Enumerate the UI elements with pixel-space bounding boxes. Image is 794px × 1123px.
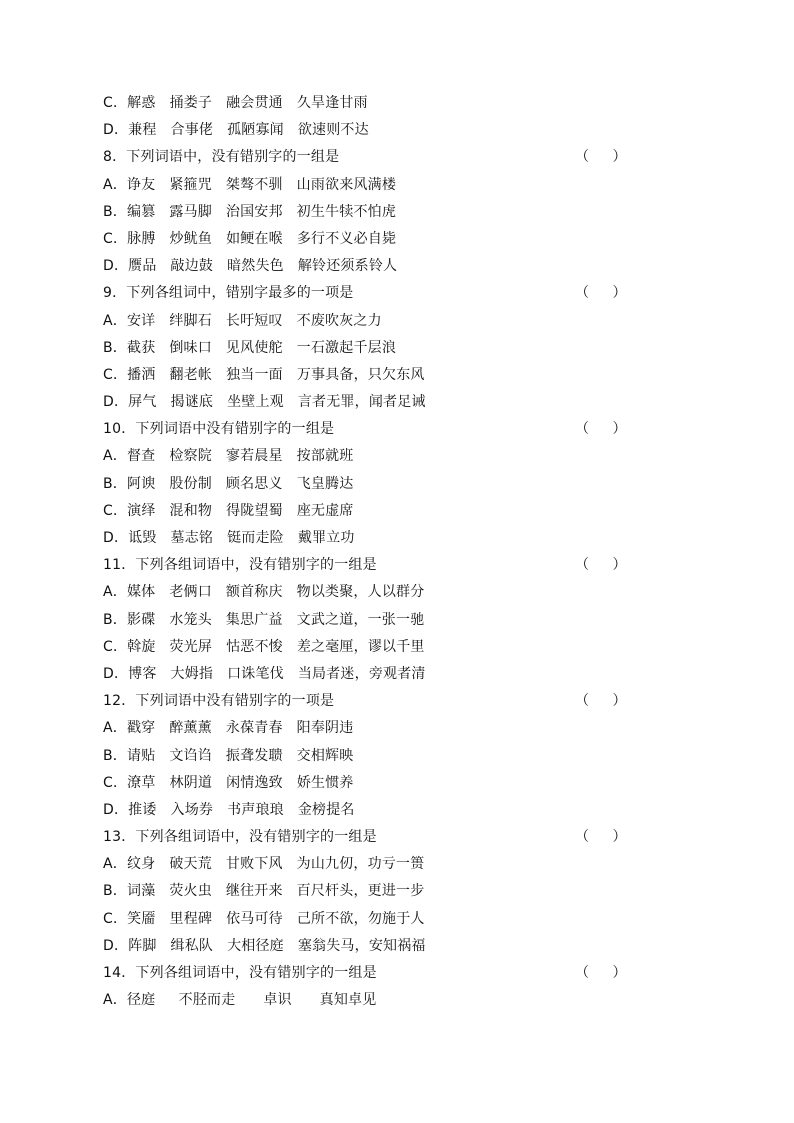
question-stem: 13．下列各组词语中，没有错别字的一组是 （ ） [103,824,623,851]
question-stem: 9．下列各组词中，错别字最多的一项是 （ ） [103,280,623,307]
option-line: B．截获 倒味口 见风使舵 一石激起千层浪 [103,339,397,356]
option-line: A．督查 检察院 寥若晨星 按部就班 [103,448,354,465]
answer-blank: （ ） [575,965,627,981]
option-line: D．阵脚 缉私队 大相径庭 塞翁失马，安知祸福 [103,937,426,954]
option-line: C．脉膊 炒鱿鱼 如鲠在喉 多行不义必自毙 [103,230,397,247]
option-line: C．解惑 捅娄子 融会贯通 久旱逢甘雨 [103,95,368,111]
question-stem: 8．下列词语中，没有错别字的一组是 （ ） [103,144,623,171]
option-line: D．兼程 合事佬 孤陋寡闻 欲速则不达 [103,122,369,139]
option-line: C．潦草 林阴道 闲情逸致 娇生惯养 [103,774,354,791]
answer-blank: （ ） [575,285,627,302]
answer-blank: （ ） [575,829,627,846]
option-line: C．播洒 翻老帐 独当一面 万事具备，只欠东风 [103,366,425,383]
option-line: B．影碟 水笼头 集思广益 文武之道，一张一驰 [103,611,425,628]
option-line: D．屏气 揭谜底 坐壁上观 言者无罪，闻者足诫 [103,394,426,411]
answer-blank: （ ） [575,421,627,438]
option-line: A．诤友 紧箍咒 桀骜不驯 山雨欲来风满楼 [103,176,397,193]
question-stem: 14．下列各组词语中，没有错别字的一组是 （ ） [103,960,623,987]
option-line: D．赝品 敲边鼓 暗然失色 解铃还须系铃人 [103,258,398,275]
option-line: B．词藻 荧火虫 继往开来 百尺杆头，更进一步 [103,883,425,900]
question-stem: 10．下列词语中没有错别字的一组是 （ ） [103,416,623,443]
answer-blank: （ ） [575,693,627,710]
option-line: C．演绎 混和物 得陇望蜀 座无虚席 [103,502,354,519]
option-line: B．编篡 露马脚 治国安邦 初生牛犊不怕虎 [103,203,397,220]
option-line: C．笑靥 里程碑 依马可待 己所不欲，勿施于人 [103,910,425,927]
option-line: A．安详 绊脚石 长吁短叹 不废吹灰之力 [103,312,382,329]
option-line: A．纹身 破天荒 甘败下风 为山九仞，功亏一篑 [103,856,425,873]
option-line: A．媒体 老俩口 额首称庆 物以类聚，人以群分 [103,584,425,601]
answer-blank: （ ） [575,149,627,166]
question-stem: 12．下列词语中没有错别字的一项是 （ ） [103,688,623,715]
option-line: D．推诿 入场券 书声琅琅 金榜提名 [103,801,355,818]
option-line: D．博客 大姆指 口诛笔伐 当局者迷，旁观者清 [103,665,426,682]
option-line: A．径庭 不胫而走 卓识 真知卓见 [103,992,377,1009]
option-line: C．斡旋 荧光屏 怙恶不悛 差之毫厘，谬以千里 [103,638,425,655]
answer-blank: （ ） [575,557,627,574]
question-stem: 11．下列各组词语中，没有错别字的一组是 （ ） [103,552,623,579]
option-line: A．戳穿 醉薰薰 永葆青春 阳奉阴违 [103,720,354,737]
option-line: B．阿谀 股份制 顾名思义 飞皇腾达 [103,475,354,492]
question-list [103,90,627,1014]
option-line: B．请贴 文诌诌 振聋发聩 交相辉映 [103,747,354,764]
option-line: D．诋毁 墓志铭 铤而走险 戴罪立功 [103,530,355,546]
